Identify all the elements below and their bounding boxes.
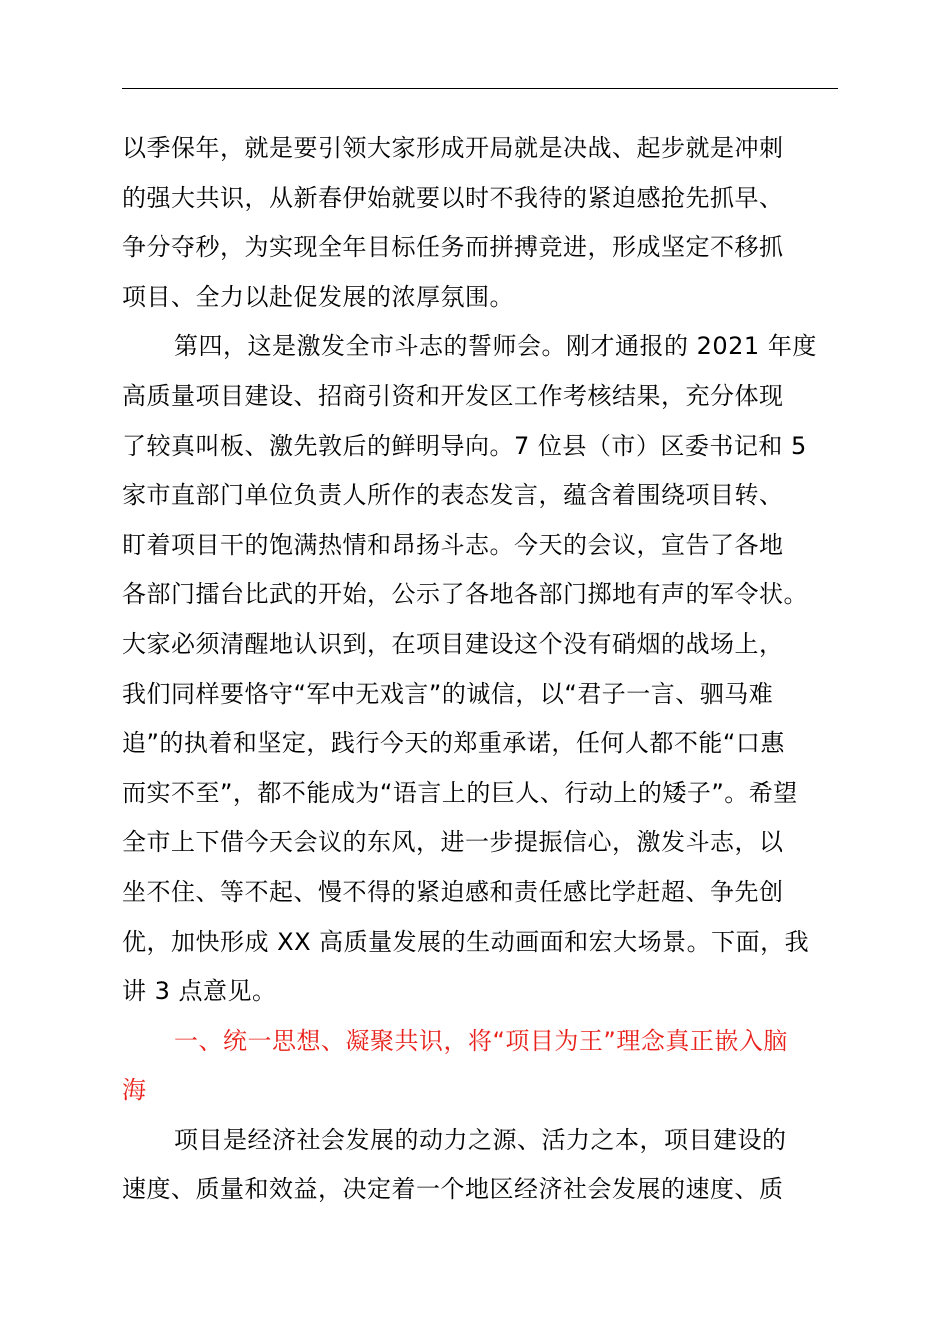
header-rule — [122, 88, 838, 89]
text-line-15: 全市上下借今天会议的东风，进一步提振信心，激发斗志，以 — [122, 828, 784, 857]
text-line-5: 第四，这是激发全市斗志的誓师会。刚才通报的 2021 年度 — [174, 332, 817, 361]
text-line-11: 大家必须清醒地认识到，在项目建设这个没有硝烟的战场上， — [122, 629, 784, 658]
section-heading-line-1: 一、统一思想、凝聚共识，将“项目为王”理念真正嵌入脑 — [174, 1026, 788, 1055]
text-line-9: 盯着项目干的饱满热情和昂扬斗志。今天的会议，宣告了各地 — [122, 530, 784, 559]
section-heading-line-2: 海 — [122, 1076, 147, 1105]
text-line-4: 项目、全力以赴促发展的浓厚氛围。 — [122, 282, 514, 311]
text-line-7: 了较真叫板、激先敦后的鲜明导向。7 位县（市）区委书记和 5 — [122, 431, 807, 460]
text-line-16: 坐不住、等不起、慢不得的紧迫感和责任感比学赶超、争先创 — [122, 877, 784, 906]
text-line-21: 项目是经济社会发展的动力之源、活力之本，项目建设的 — [174, 1125, 787, 1154]
text-line-18: 讲 3 点意见。 — [122, 977, 277, 1006]
text-line-14: 而实不至”，都不能成为“语言上的巨人、行动上的矮子”。希望 — [122, 778, 798, 807]
text-line-1: 以季保年，就是要引领大家形成开局就是决战、起步就是冲刺 — [122, 134, 784, 162]
document-body — [122, 124, 838, 1215]
text-line-6: 高质量项目建设、招商引资和开发区工作考核结果，充分体现 — [122, 381, 784, 410]
text-line-17: 优，加快形成 XX 高质量发展的生动画面和宏大场景。下面，我 — [122, 927, 810, 956]
text-line-3: 争分夺秒，为实现全年目标任务而拼搏竞进，形成坚定不移抓 — [122, 233, 784, 262]
text-line-10: 各部门擂台比武的开始，公示了各地各部门掷地有声的军令状。 — [122, 580, 808, 609]
text-line-12: 我们同样要恪守“军中无戏言”的诚信，以“君子一言、驷马难 — [122, 679, 774, 708]
text-line-2: 的强大共识，从新春伊始就要以时不我待的紧迫感抢先抓早、 — [122, 183, 784, 212]
text-line-8: 家市直部门单位负责人所作的表态发言，蕴含着围绕项目转、 — [122, 481, 784, 510]
text-line-22: 速度、质量和效益，决定着一个地区经济社会发展的速度、质 — [122, 1175, 784, 1204]
text-line-13: 追”的执着和坚定，践行今天的郑重承诺，任何人都不能“口惠 — [122, 729, 785, 758]
